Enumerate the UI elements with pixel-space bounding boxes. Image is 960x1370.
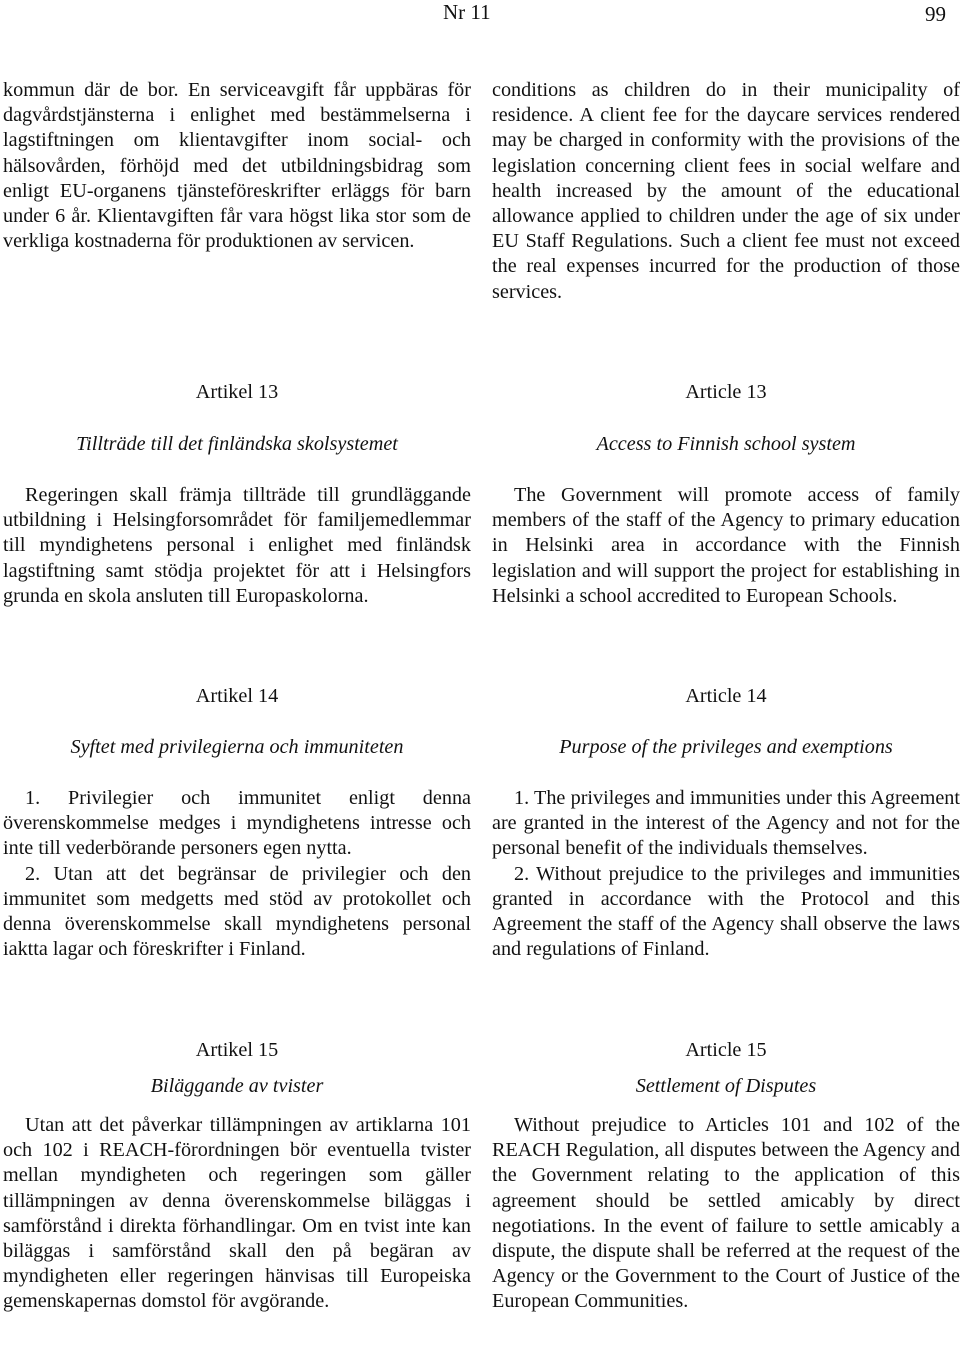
article-15-title-sv: Biläggande av tvister [150,1075,324,1097]
article-15-number-sv: Artikel 15 [195,1039,279,1061]
page-header [0,0,960,30]
article-13-body-en [492,483,960,609]
page-number: 99 [925,2,946,26]
article-14-title-en: Purpose of the privileges and exemptions [559,736,893,758]
article-14-paragraph1-en: 1. The privileges and immunities under this Agreement are granted in the interest of the Agency and not for the personal benefit of the individuals themselves. [492,787,960,860]
article-13-title-sv: Tillträde till det finländska skolsystemet [76,433,398,455]
article-13-paragraph-sv: Regeringen skall främja tillträde till grundläggande utbildning i Helsingforsområdet för familjemedlemmar till myndighetens personal i enlighet med finländsk lagstiftning samt stödja projektet för att i Helsingfors grunda en skola ansluten till Europaskolorna. [3,484,471,607]
article-14-number-sv: Artikel 14 [195,685,279,707]
intro-text-en: conditions as children do in their municipality of residence. A client fee for the daycare services rendered may be charged in conformity with the provisions of the legislation concerning client fees in social welfare and health increased by the amount of the educational allowance applied to children under the age of six under EU Staff Regulations. Such a client fee must not exceed the real expenses incurred for the production of those services. [492,79,960,303]
journal-number: Nr 11 [443,0,491,24]
article-15-paragraph-sv: Utan att det påverkar tillämpningen av artiklarna 101 och 102 i REACH-förordningen bör eventuella tvister mellan myndigheten och regeringen som gäller tillämpningen av denna överenskommelse biläggas i samförstånd i direkta förhandlingar. Om en tvist inte kan biläggas i samförstånd skall den på begäran av myndigheten eller regeringen hänvisas till Europeiska gemenskapernas domstol för avgörande. [3,1114,471,1313]
intro-text-sv: kommun där de bor. En serviceavgift får uppbäras för dagvårdstjänsterna i enlighet med bestämmelserna i lagstiftningen om klientavgifter inom social- och hälsovården, förhöjd med det utbildningsbidrag som enligt EU-organens tjänsteföreskrifter erläggs för barn under 6 år. Klientavgiften får vara högst lika stor som de verkliga kostnaderna för produktionen av servicen. [3,79,471,253]
article-14-body-sv [3,786,471,962]
article-14-title-sv: Syftet med privilegierna och immuniteten [70,736,404,758]
article-13-number-sv: Artikel 13 [195,381,279,403]
article-14-paragraph2-sv: 2. Utan att det begränsar de privilegier och den immunitet som medgetts med stöd av protokollet och denna överenskommelse skall myndighetens personal iaktta lagar och föreskrifter i Finland. [3,862,471,961]
article-15-body-sv [3,1113,471,1315]
intro-paragraph-en [492,78,960,305]
article-15-title-en: Settlement of Disputes [635,1075,817,1097]
article-14-number-en: Article 14 [685,685,767,707]
article-14-paragraph2-en: 2. Without prejudice to the privileges and immunities granted in accordance with the Protocol and this Agreement the staff of the Agency shall observe the laws and regulations of Finland. [492,862,960,961]
article-15-paragraph-en: Without prejudice to Articles 101 and 102 of the REACH Regulation, all disputes between the Agency and the Government relating to the application of this agreement should be settled amicably by direct negotiations. In the event of failure to settle amicably a dispute, the dispute shall be referred at the request of the Agency or the Government to the Court of Justice of the European Communities. [492,1114,960,1313]
article-13-title-en: Access to Finnish school system [596,433,856,455]
article-14-body-en [492,786,960,962]
intro-paragraph-sv [3,78,471,254]
article-14-paragraph1-sv: 1. Privilegier och immunitet enligt denna överenskommelse medges i myndighetens intresse och inte till vederbörande personers egen nytta. [3,787,471,860]
article-15-body-en [492,1113,960,1315]
article-15-number-en: Article 15 [685,1039,767,1061]
article-13-number-en: Article 13 [685,381,767,403]
article-13-body-sv [3,483,471,609]
article-13-paragraph-en: The Government will promote access of family members of the staff of the Agency to primary education in Helsinki area in accordance with the Finnish legislation and will support the project for establishing in Helsinki a school accredited to European Schools. [492,484,960,607]
